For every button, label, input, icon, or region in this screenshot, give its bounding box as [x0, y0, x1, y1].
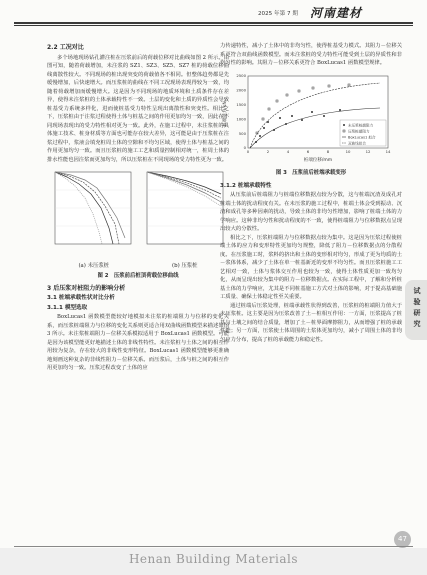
figure-3-caption: 图 3 压浆前后桩端承载变形 — [275, 170, 347, 176]
figure-2a-plot — [55, 172, 131, 244]
figure-3 — [220, 72, 402, 178]
paragraph-3-1-1: BoxLucas1 函数模型能较好地模拟未注浆的桩端阻力与位移的变化关系，而压浆桩端阻力与位移的变化关系则更适合用双曲线函数模型来描述如图 3 所示。未注浆桩端阻力－位移关系模拟适用于 BoxLucas1 函数模型。可能是因为该模型能更好地描述土体的非线性特性。未注浆桩与土体之间的相互作用较为复杂，存在较大的非线性变形特征。BoxLucas1 函数模型能够更准确地刻画这种复杂的非线性阻力－位移关系。而压浆后，土体与桩之间的相互作用更加均匀一致。压浆过程改变了土体的应 — [47, 314, 229, 371]
legend-item-2: 压浆桩端阻力 — [348, 129, 370, 133]
figure-3-legend — [340, 120, 386, 146]
paragraph-2-2: 多个场地现场钻孔灌注桩在压浆前后的荷载位移对比曲线如图 2 所示。由图可知，随着荷载增加，未注浆的 SZ1、SZ3、SZ5、SZ7 桩的荷载位移曲线离散性较大。不同现场的桩出现突变的荷载值各不相同。但整体趋势都是先缓慢增加，后快速增大。而压浆桩的曲线在不同工况现场表现得较为一致，均随着荷载增加而缓慢增大。这是因为不同现场的地质环境和土质条件存在差异，使得未注浆桩的土体承载特性不一致。土层的变化和土质的异质性会导致桩基受力系统多样化，进而使桩基受力特性呈现出离散性和突变性。相比之下，压浆桩由于注浆过程使得土体与桩基之间的作用更加均匀一致，因此在不同现场表现出的受力特性相对更为一致。此外，在施工过程中，未注浆桩的具体施工技术、桩身材质等方面也可能存在较大差异，这可能是由于压浆桩在注浆过程中，浆液会填充桩周土体的空隙和不均匀区域，使得土体与桩基之间的作用更加均匀一致。而且压浆桩的施工工艺和质量控制相对统一，桩周土体的排水性能也因注浆而更加均匀，所以压浆桩在不同现场的受力特性更为一致。 — [47, 54, 229, 163]
section-heading-3: 3 后压浆对桩阻力的影响分析 — [47, 284, 126, 292]
figure-2-caption: 图 2 压浆前后桩顶荷载位移曲线 — [97, 273, 179, 279]
figure-2b-label: (b) 压浆桩 — [172, 262, 198, 269]
legend-item-3: BoxLucas1 拟合 — [348, 135, 376, 139]
x-tick-label: 14 — [385, 148, 391, 154]
x-tick-label: 6 — [306, 148, 310, 154]
figure-2-plots — [47, 168, 229, 256]
header-rule-thin — [14, 25, 413, 26]
footer-journal-name: Henan Building Materials — [128, 552, 299, 566]
figure-3-x-ticks — [247, 149, 391, 154]
header-rule — [14, 22, 413, 24]
figure-2a-label: (a) 未压浆桩 — [78, 262, 110, 269]
page-number: 47 — [394, 531, 411, 548]
paragraph-3-1-2-a: 从压浆前后桩端阻力与桩端位移数据点较为分散，这与桩端沉渣及成孔对桩端土体的扰动程度有关。在未压浆的施工过程中，桩端土体会受到振动、沉渣和成孔等多种因素的扰动，导致土体的非均匀性增加，影响了桩端土体的力学响应。这种非均匀性和扰动程度的不一致，使得桩端阻力与位移数据点呈现出较大的分散性。 — [220, 192, 402, 232]
section-heading-2-2: 2.2 工况对比 — [47, 44, 84, 51]
y-tick-label: 1500 — [236, 101, 246, 107]
paragraph-continued: 力传递特性，减小了土体中的非均匀性，使得桩基受力模式。其阻力－位移关系更符合双曲线函数模型。而未注浆桩的受力特性可能受到土层的异质性和非均匀性的影响。其阻力－位移关系更符合 BoxLucas1 函数模型规律。 — [220, 43, 402, 66]
issue-label: 2025 年第 7 期 — [258, 11, 298, 17]
x-tick-label: 2 — [266, 148, 270, 154]
x-tick-label: 4 — [286, 148, 290, 154]
y-tick-label: 1000 — [236, 115, 246, 121]
figure-3-xlabel: 桩端位移/mm — [303, 157, 333, 163]
x-tick-label: 0 — [246, 148, 250, 154]
x-tick-label: 12 — [365, 148, 371, 154]
legend-item-1: 未压浆桩端阻力 — [348, 123, 374, 127]
section-heading-3-1-2: 3.1.2 桩端承载特性 — [220, 182, 272, 189]
section-heading-3-1: 3.1 桩端承载性状对比分析 — [47, 295, 115, 301]
paragraph-3-1-2-c: 通过桩端后压浆处理，桩端承载性状得到改善，压浆桩的桩端阻力值大于未压浆桩。这主要是因为压浆改善了土－桩相互作用：一方面，压浆提高了桩基与土壤之间的结合质量，增加了土－桩界面摩擦阻力，从而增强了桩的承载性能；另一方面，压浆使土体周围的土浆体更加均匀，减小了周围土体的非均匀应力分布，提高了桩的承载能力和稳定性。 — [220, 302, 402, 343]
section-heading-3-1-1: 3.1.1 模型选取 — [47, 304, 88, 311]
figure-3-y-ticks — [236, 73, 246, 150]
figure-2 — [47, 168, 229, 281]
figure-3-ylabel: 桩端阻力/kN — [223, 100, 228, 127]
journal-title: 河南建材 — [310, 6, 363, 20]
y-tick-label: 2000 — [236, 87, 246, 93]
paragraph-3-1-2-b: 相比之下，压浆桩端阻力与位移数据点较为集中。这是因为压浆过程使桩端土体的应力和变形特性更加均匀规整，降低了阻力－位移数据点的分散程度。在压浆施工时，浆料的挤出和土体的变形相对均匀，形成了更为均质的土－浆体体系，减少了土体在单一桩基新近的变形不均匀性。而且压浆桩施工工艺相对一致，土体与浆体交互作用也较为一致，使得土体性质更加一致均匀化，从而呈现出较为集中的阻力－位移数据点。在实际工程中，了解和分析桩基土体的力学响应，尤其是不同桩基施工方式对土体的影响，对于提高基础施工质量、确保土体稳定性至关重要。 — [220, 234, 402, 300]
left-column — [47, 42, 229, 373]
right-column — [220, 42, 402, 344]
figure-3-chart — [220, 72, 402, 164]
figure-2-subcaptions — [47, 262, 229, 271]
legend-item-4: 双曲线拟合 — [348, 141, 366, 145]
figure-2b-plot — [147, 172, 223, 244]
y-tick-label: 2500 — [236, 72, 246, 78]
section-side-label: 试验研究 — [413, 286, 421, 328]
y-tick-label: 500 — [238, 130, 246, 136]
x-tick-label: 8 — [326, 148, 330, 154]
footer-rule — [14, 546, 413, 547]
x-tick-label: 10 — [345, 148, 351, 154]
y-tick-label: 0 — [243, 144, 246, 150]
